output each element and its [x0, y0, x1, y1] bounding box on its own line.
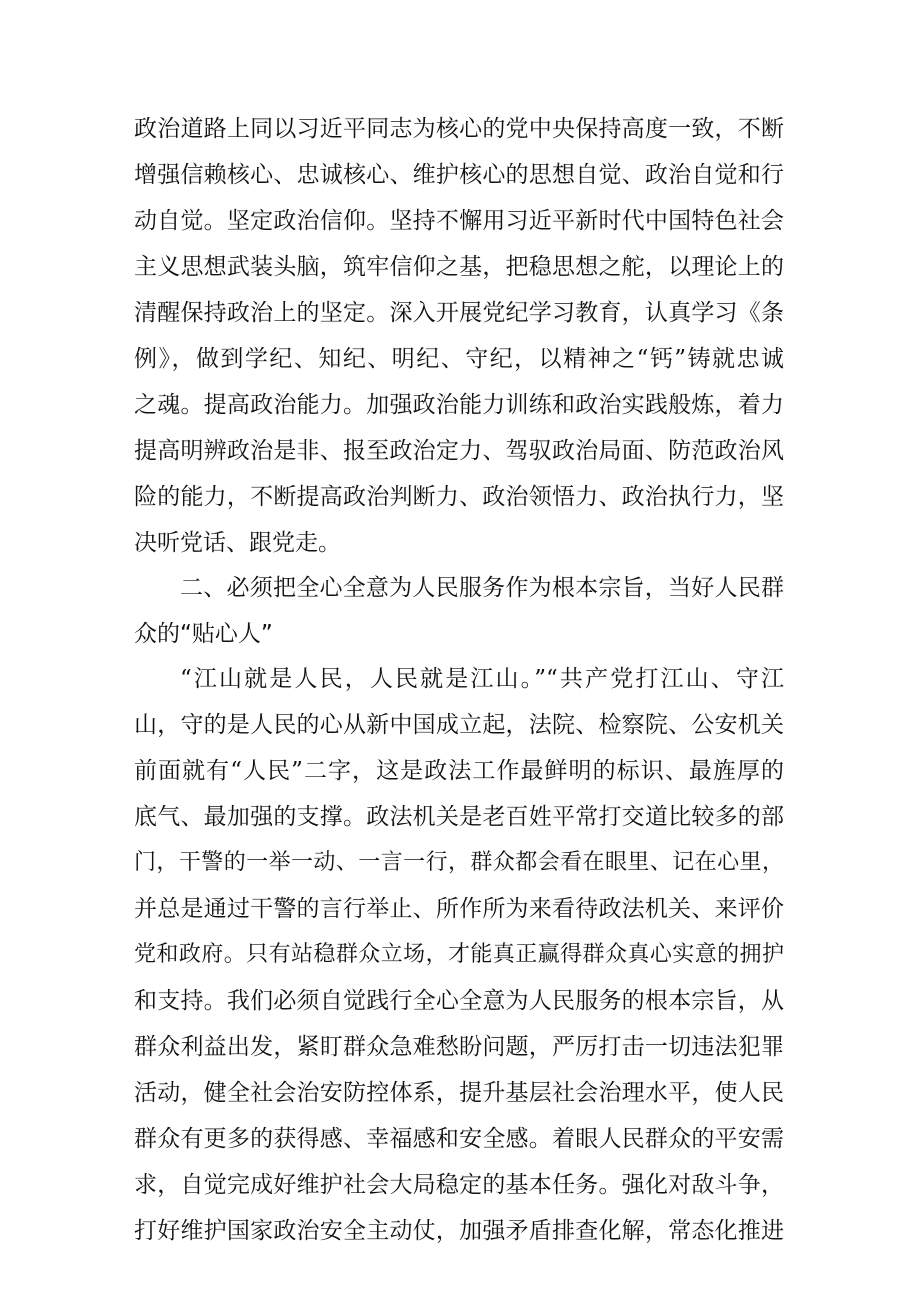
- text-line: 党和政府。只有站稳群众立场，才能真正赢得群众真心实意的拥护: [134, 942, 784, 967]
- text-line: 底气、最加强的支撑。政法机关是老百姓平常打交道比较多的部: [134, 804, 784, 830]
- text-line: 并总是通过干警的言行举止、所作所为来看待政法机关、来评价: [134, 896, 784, 922]
- heading-line: 众的“贴心人”: [134, 621, 273, 647]
- text-line: 前面就有“人民”二字，这是政法工作最鲜明的标识、最旌厚的: [134, 758, 784, 784]
- text-line: “江山就是人民，人民就是江山。”“共产党打江山、守江: [180, 666, 784, 692]
- text-line: 山，守的是人民的心从新中国成立起，法院、检察院、公安机关: [134, 712, 784, 738]
- text-line: 险的能力，不断提高政治判断力、政治领悟力、政治执行力，坚: [134, 484, 784, 510]
- text-line: 群众利益出发，紧盯群众急难愁盼问题，严厉打击一切违法犯罪: [134, 1034, 784, 1060]
- text-line: 门，干警的一举一动、一言一行，群众都会看在眼里、记在心里，: [134, 850, 784, 875]
- text-line: 群众有更多的获得感、幸福感和安全感。着眼人民群众的平安需: [134, 1126, 784, 1152]
- text-line: 例》，做到学纪、知纪、明纪、守纪，以精神之“钙”铸就忠诚: [134, 346, 784, 372]
- text-line: 提高明辨政治是非、报至政治定力、驾驭政治局面、防范政治风: [134, 438, 784, 464]
- text-line: 和支持。我们必须自觉践行全心全意为人民服务的根本宗旨，从: [134, 988, 784, 1014]
- text-line: 增强信赖核心、忠诚核心、维护核心的思想自觉、政治自觉和行: [134, 162, 784, 188]
- text-line: 动自觉。坚定政治信仰。坚持不懈用习近平新时代中国特色社会: [134, 208, 784, 234]
- text-line: 之魂。提高政治能力。加强政治能力训练和政治实践般炼，着力: [134, 392, 784, 418]
- text-line: 活动，健全社会治安防控体系，提升基层社会治理水平，使人民: [134, 1080, 784, 1106]
- text-line: 求，自觉完成好维护社会大局稳定的基本任务。强化对敌斗争，: [134, 1172, 784, 1198]
- text-line: 主义思想武装头脑，筑牢信仰之基，把稳思想之舵，以理论上的: [134, 254, 784, 280]
- text-line: 打好维护国家政治安全主动仗，加强矛盾排查化解，常态化推进: [134, 1218, 784, 1244]
- heading-line: 二、必须把全心全意为人民服务作为根本宗旨，当好人民群: [180, 575, 784, 601]
- text-line: 决听党话、跟党走。: [134, 530, 341, 556]
- text-line: 清醒保持政治上的坚定。深入开展党纪学习教育，认真学习《条: [134, 300, 784, 326]
- text-line: 政治道路上同以习近平同志为核心的党中央保持高度一致，不断: [134, 116, 784, 142]
